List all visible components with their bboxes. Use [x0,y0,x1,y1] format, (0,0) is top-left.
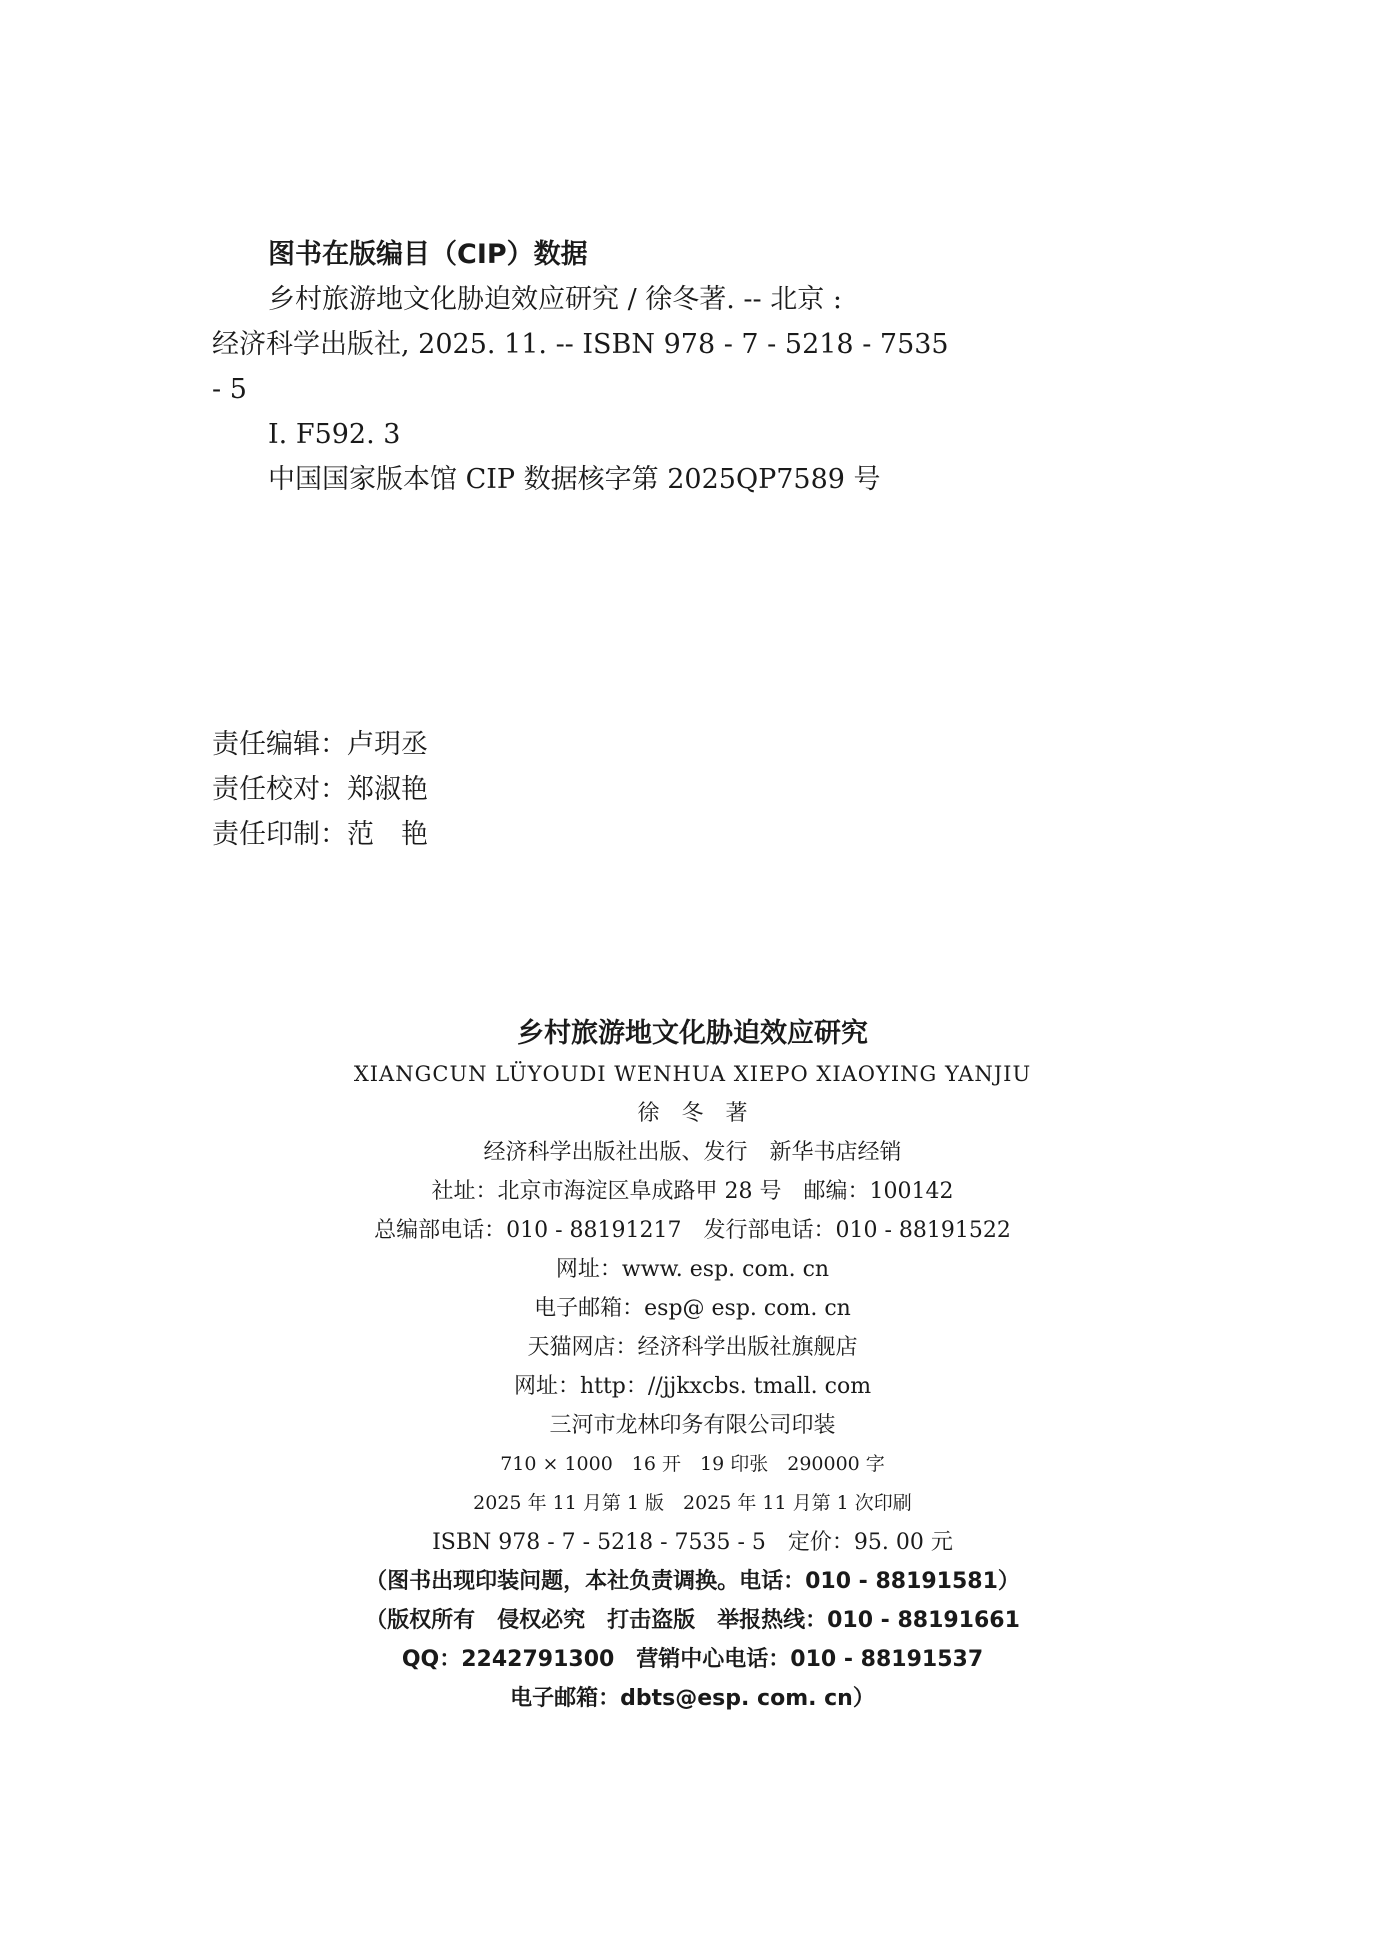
isbn-price: ISBN 978 - 7 - 5218 - 7535 - 5 定价：95. 00 元 [432,1530,953,1555]
publisher-line: 经济科学出版社出版、发行 新华书店经销 [483,1140,902,1165]
staff-name: 卢玥丞 [347,729,428,760]
notice-printing-issues: （图书出现印装问题，本社负责调换。电话：010 - 88191581） [365,1569,1020,1594]
staff-label: 责任编辑 [212,729,320,760]
staff-editor [212,722,428,767]
publisher-website: 网址：www. esp. com. cn [555,1257,830,1282]
publisher-email: 电子邮箱：esp@ esp. com. cn [534,1296,851,1321]
colophon-block [0,1013,1385,1718]
staff-printing [212,812,428,857]
cip-data-block [212,232,972,502]
tmall-url: 网址：http：//jjkxcbs. tmall. com [513,1374,872,1399]
staff-proofreader [212,767,428,812]
staff-label: 责任校对 [212,774,320,805]
staff-separator: ： [320,819,347,850]
book-author: 徐 冬 著 [637,1101,748,1126]
edition-info: 2025 年 11 月第 1 版 2025 年 11 月第 1 次印刷 [473,1492,912,1514]
cip-classification: Ⅰ. F592. 3 [268,419,401,450]
staff-separator: ： [320,774,347,805]
book-format: 710 × 1000 16 开 19 印张 290000 字 [500,1453,885,1475]
staff-separator: ： [320,729,347,760]
staff-label: 责任印制 [212,819,320,850]
responsible-staff [212,722,428,857]
book-title: 乡村旅游地文化胁迫效应研究 [517,1018,868,1049]
printer: 三河市龙林印务有限公司印装 [549,1413,836,1438]
staff-name: 范 艳 [347,819,428,850]
tmall-store: 天猫网店：经济科学出版社旗舰店 [527,1335,858,1360]
cip-entry-line-3: - 5 [212,374,247,405]
staff-name: 郑淑艳 [347,774,428,805]
cip-entry-line-2: 经济科学出版社, 2025. 11. -- ISBN 978 - 7 - 5218 - 7535 [212,329,949,360]
notice-copyright: （版权所有 侵权必究 打击盗版 举报热线：010 - 88191661 [365,1608,1020,1633]
publisher-address: 社址：北京市海淀区阜成路甲 28 号 邮编：100142 [431,1179,954,1204]
notice-contact: QQ：2242791300 营销中心电话：010 - 88191537 [401,1647,984,1672]
cip-title: 图书在版编目（CIP）数据 [268,239,588,270]
cip-entry-line-1: 乡村旅游地文化胁迫效应研究 / 徐冬著. -- 北京 : [268,284,842,315]
publisher-phones: 总编部电话：010 - 88191217 发行部电话：010 - 88191522 [374,1218,1011,1243]
notice-email: 电子邮箱：dbts@esp. com. cn） [510,1686,875,1711]
cip-verification-number: 中国国家版本馆 CIP 数据核字第 2025QP7589 号 [268,464,881,495]
book-title-pinyin: XIANGCUN LÜYOUDI WENHUA XIEPO XIAOYING YANJIU [353,1062,1032,1086]
